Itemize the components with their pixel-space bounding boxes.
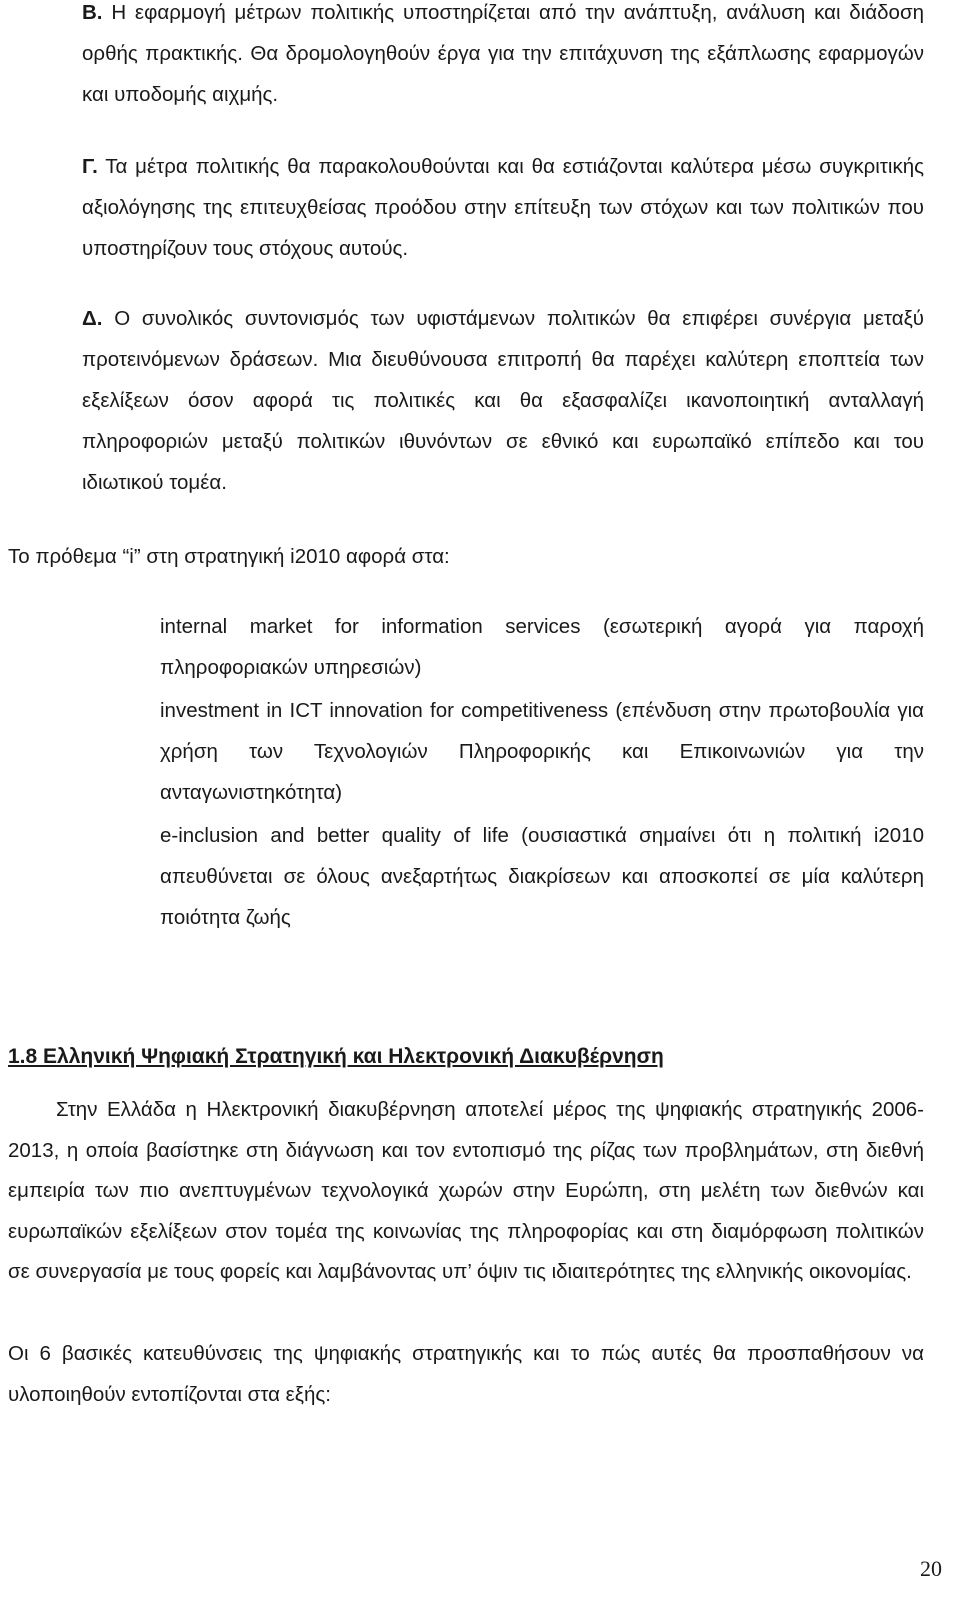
intro-sentence: Το πρόθεμα “i” στη στρατηγική i2010 αφορά στα: xyxy=(8,545,450,568)
paragraph-text: Η εφαρμογή μέτρων πολιτικής υποστηρίζεται από την ανάπτυξη, ανάλυση και διάδοση ορθής πρακτικής. Θα δρομολογηθούν έργα για την επιτάχυνση της εξάπλωσης εφαρμογών και υποδομής αιχμής. xyxy=(82,1,924,106)
paragraph-label: Β. xyxy=(82,1,103,24)
section-heading: 1.8 Ελληνική Ψηφιακή Στρατηγική και Ηλεκτρονική Διακυβέρνηση xyxy=(8,1045,664,1068)
paragraph-d xyxy=(82,298,924,503)
paragraph-label: Γ. xyxy=(82,155,98,178)
paragraph-g xyxy=(82,146,924,269)
body-paragraph-2 xyxy=(8,1334,924,1415)
paragraph-b xyxy=(82,0,924,115)
body-paragraph-1 xyxy=(8,1090,924,1293)
paragraph-text: Τα μέτρα πολιτικής θα παρακολουθούνται και θα εστιάζονται καλύτερα μέσω συγκριτικής αξιολόγησης της επιτευχθείσας προόδου στην επίτευξη των στόχων και των πολιτικών που υποστηρίζουν τους στόχους αυτούς. xyxy=(82,155,924,260)
i-prefix-list xyxy=(160,606,924,938)
list-item: internal market for information services (εσωτερική αγορά για παροχή πληροφοριακών υπηρεσιών) xyxy=(160,615,924,679)
body-paragraph-text: Οι 6 βασικές κατευθύνσεις της ψηφιακής στρατηγικής και το πώς αυτές θα προσπαθήσουν να υλοποιηθούν εντοπίζονται στα εξής: xyxy=(8,1342,924,1406)
list-item: investment in ICT innovation for competitiveness (επένδυση στην πρωτοβουλία για χρήση των Τεχνολογιών Πληροφορικής και Επικοινωνιών για την ανταγωνιστηκότητα) xyxy=(160,699,924,804)
paragraph-label: Δ. xyxy=(82,307,103,330)
paragraph-text: Ο συνολικός συντονισμός των υφιστάμενων πολιτικών θα επιφέρει συνέργια μεταξύ προτεινόμενων δράσεων. Μια διευθύνουσα επιτροπή θα παρέχει καλύτερη εποπτεία των εξελίξεων όσον αφορά τις πολιτικές και θα εξασφαλίζει ικανοποιητική ανταλλαγή πληροφοριών μεταξύ πολιτικών ιθυνόντων σε εθνικό και ευρωπαϊκό επίπεδο και του ιδιωτικού τομέα. xyxy=(82,307,924,494)
body-paragraph-text: Στην Ελλάδα η Ηλεκτρονική διακυβέρνηση αποτελεί μέρος της ψηφιακής στρατηγικής 2006-2013, η οποία βασίστηκε στη διάγνωση και τον εντοπισμό της ρίζας των προβλημάτων, στη διεθνή εμπειρία των πιο ανεπτυγμένων τεχνολογικά χωρών στην Ευρώπη, στη μελέτη των διεθνών και ευρωπαϊκών εξελίξεων στον τομέα της κοινωνίας της πληροφορίας και στη διαμόρφωση πολιτικών σε συνεργασία με τους φορείς και λαμβάνοντας υπ’ όψιν τις ιδιαιτερότητες της ελληνικής οικονομίας. xyxy=(8,1098,924,1283)
page-number: 20 xyxy=(920,1556,942,1581)
list-item: e-inclusion and better quality of life (ουσιαστικά σημαίνει ότι η πολιτική i2010 απευθύνεται σε όλους ανεξαρτήτως διακρίσεων και αποσκοπεί σε μία καλύτερη ποιότητα ζωής xyxy=(160,824,924,929)
